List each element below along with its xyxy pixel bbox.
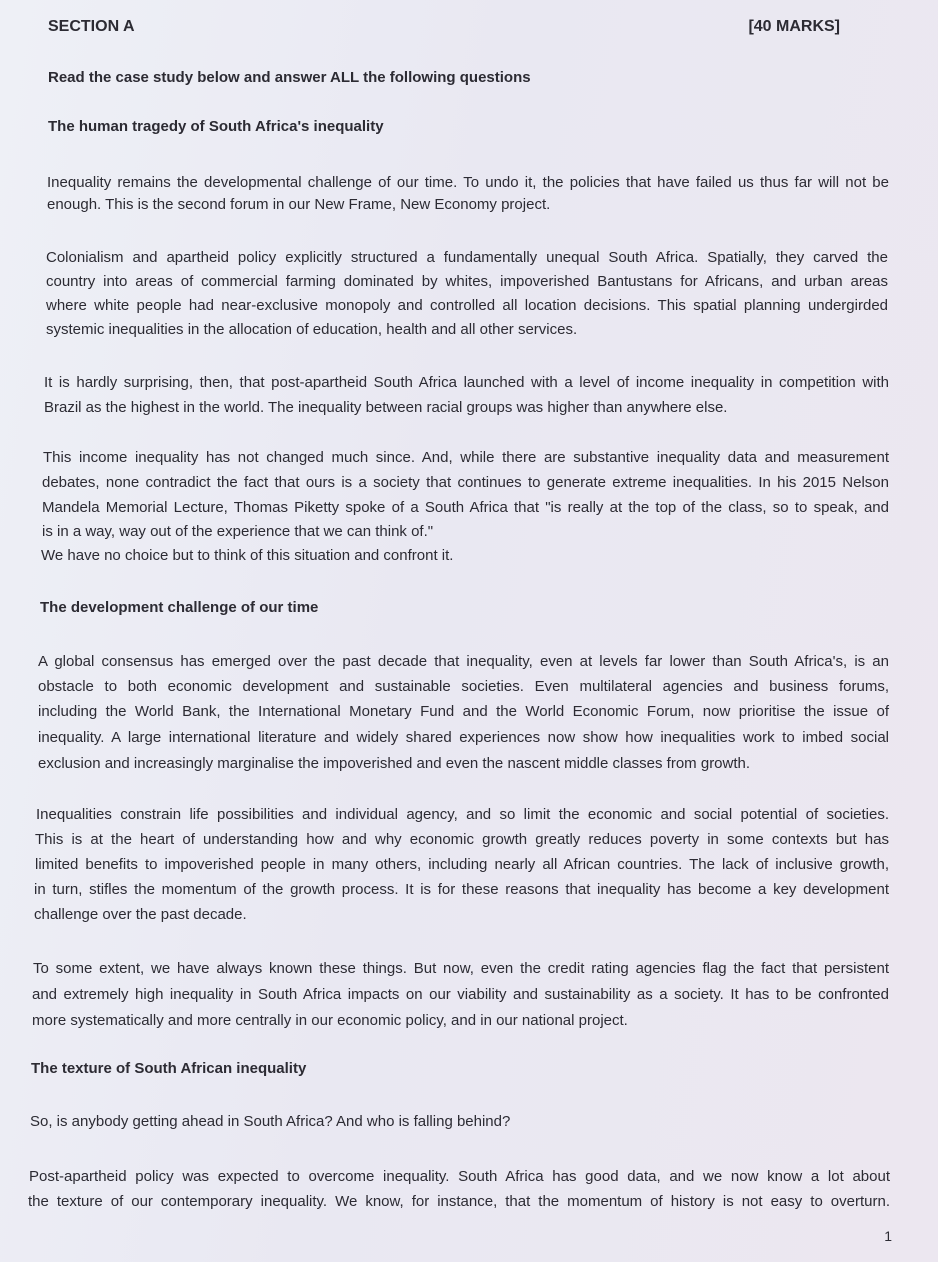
section-heading: The texture of South African inequality: [31, 1060, 307, 1077]
paragraph-line: including the World Bank, the International Monetary Fund and the World Economic Forum, now prioritise the issue of: [38, 703, 889, 720]
paragraph-line: limited benefits to impoverished people in many others, including nearly all African countries. The lack of inclusive growth,: [35, 856, 889, 873]
paragraph-line: more systematically and more centrally in our economic policy, and in our national project.: [32, 1012, 628, 1029]
paragraph-line: Brazil as the highest in the world. The inequality between racial groups was higher than anywhere else.: [44, 399, 728, 416]
case-study-title: The human tragedy of South Africa's inequality: [48, 118, 384, 135]
paragraph-line: To some extent, we have always known these things. But now, even the credit rating agencies flag the fact that persistent: [33, 960, 889, 977]
paragraph-line: country into areas of commercial farming dominated by whites, impoverished Bantustans for Africans, and urban areas: [46, 273, 888, 290]
paragraph-line: We have no choice but to think of this situation and confront it.: [41, 547, 454, 564]
paragraph-line: the texture of our contemporary inequality. We know, for instance, that the momentum of history is not easy to overturn.: [28, 1193, 890, 1210]
paragraph-line: obstacle to both economic development and sustainable societies. Even multilateral agencies and business forums,: [38, 678, 889, 695]
paragraph-line: is in a way, way out of the experience that we can think of.": [42, 523, 434, 540]
paragraph-line: debates, none contradict the fact that ours is a society that continues to generate extreme inequalities. In his 2015 Nelson: [42, 474, 889, 491]
section-header: [48, 18, 840, 36]
paragraph-line: Post-apartheid policy was expected to overcome inequality. South Africa has good data, and we now know a lot about: [29, 1168, 890, 1185]
section-heading: The development challenge of our time: [40, 599, 319, 616]
paragraph-line: Inequalities constrain life possibilities and individual agency, and so limit the economic and social potential of societies.: [36, 806, 889, 823]
paragraph-line: This income inequality has not changed much since. And, while there are substantive inequality data and measurement: [43, 449, 889, 466]
paragraph-line: Mandela Memorial Lecture, Thomas Piketty spoke of a South Africa that "is really at the top of the class, so to speak, and: [42, 499, 889, 516]
marks-label: [40 MARKS]: [748, 18, 840, 35]
paragraph-line: in turn, stifles the momentum of the growth process. It is for these reasons that inequality has become a key development: [34, 881, 889, 898]
paragraph-line: enough. This is the second forum in our New Frame, New Economy project.: [47, 196, 551, 213]
paragraph-line: Inequality remains the developmental challenge of our time. To undo it, the policies that have failed us thus far will not be: [47, 174, 889, 191]
paragraph-line: systemic inequalities in the allocation of education, health and all other services.: [46, 321, 578, 338]
paragraph-line: inequality. A large international literature and widely shared experiences now show how inequalities work to imbed social: [38, 729, 889, 746]
paragraph-line: It is hardly surprising, then, that post-apartheid South Africa launched with a level of income inequality in competition with: [44, 374, 889, 391]
paragraph-line: challenge over the past decade.: [34, 906, 247, 923]
paragraph-line: and extremely high inequality in South Africa impacts on our viability and sustainability as a society. It has to be confronted: [32, 986, 889, 1003]
section-title: SECTION A: [48, 18, 135, 35]
paragraph-line: This is at the heart of understanding how and why economic growth greatly reduces poverty in some contexts but has: [35, 831, 889, 848]
instruction-text: Read the case study below and answer ALL the following questions: [48, 69, 531, 86]
paragraph-line: So, is anybody getting ahead in South Africa? And who is falling behind?: [30, 1113, 511, 1130]
paragraph-line: where white people had near-exclusive monopoly and controlled all location decisions. This spatial planning undergirded: [46, 297, 888, 314]
paragraph-line: A global consensus has emerged over the past decade that inequality, even at levels far lower than South Africa's, is an: [38, 653, 889, 670]
paragraph-line: Colonialism and apartheid policy explicitly structured a fundamentally unequal South Africa. Spatially, they carved the: [46, 249, 888, 266]
page-number: 1: [884, 1228, 892, 1244]
paragraph-line: exclusion and increasingly marginalise the impoverished and even the nascent middle classes from growth.: [38, 755, 751, 772]
